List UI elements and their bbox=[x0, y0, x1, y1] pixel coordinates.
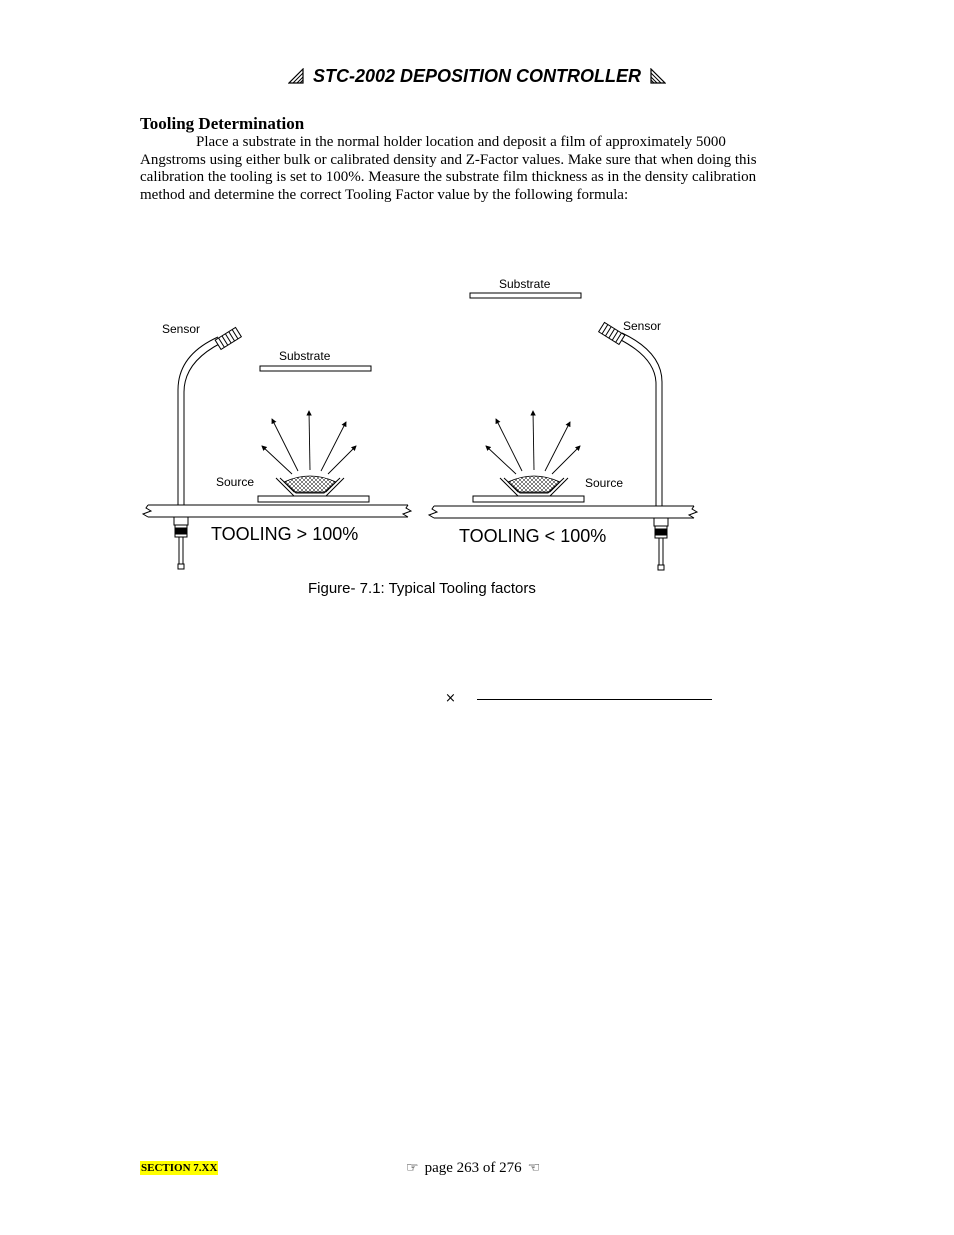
vapor-arrows bbox=[262, 411, 356, 474]
source-crucible bbox=[276, 476, 344, 496]
right-diagram bbox=[429, 277, 697, 570]
source-base bbox=[473, 496, 584, 502]
formula-fraction-line bbox=[477, 699, 712, 700]
section-heading: Tooling Determination bbox=[140, 114, 305, 133]
source-base bbox=[258, 496, 369, 502]
tooling-label: TOOLING < 100% bbox=[459, 526, 607, 546]
sensor-head bbox=[215, 327, 241, 349]
document-title: STC-2002 DEPOSITION CONTROLLER bbox=[312, 66, 642, 86]
paragraph-line: calibration the tooling is set to 100%. Measure the substrate film thickness as in the density calibration bbox=[140, 169, 757, 186]
sensor-head bbox=[599, 322, 625, 344]
tooling-label: TOOLING > 100% bbox=[211, 524, 359, 544]
paragraph-line: Place a substrate in the normal holder location and deposit a film of approximately 5000 bbox=[196, 134, 726, 150]
figure-caption: Figure- 7.1: Typical Tooling factors bbox=[308, 580, 536, 597]
left-diagram bbox=[143, 322, 411, 569]
paragraph-line: Angstroms using either bulk or calibrated density and Z-Factor values. Make sure that when doing this bbox=[140, 151, 757, 168]
chamber-plate bbox=[429, 506, 697, 518]
page-number-text: page 263 of 276 bbox=[424, 1160, 522, 1176]
paragraph-line: method and determine the correct Tooling Factor value by the following formula: bbox=[140, 187, 629, 204]
tooling-figure bbox=[0, 0, 954, 600]
sensor-label: Sensor bbox=[623, 319, 662, 333]
chamber-plate bbox=[143, 505, 411, 517]
source-crucible bbox=[500, 476, 568, 496]
pointing-hand-right-icon: ☞ bbox=[406, 1160, 419, 1176]
page-number bbox=[400, 1160, 546, 1177]
source-label: Source bbox=[585, 476, 624, 490]
substrate-label: Substrate bbox=[279, 349, 331, 363]
source-label: Source bbox=[216, 475, 255, 489]
formula-times-symbol: × bbox=[445, 691, 456, 706]
pointing-hand-left-icon: ☜ bbox=[527, 1160, 541, 1176]
substrate bbox=[470, 293, 581, 298]
feedthrough bbox=[174, 517, 188, 569]
sensor-label: Sensor bbox=[162, 322, 201, 336]
substrate bbox=[260, 366, 371, 371]
feedthrough bbox=[654, 518, 668, 570]
substrate-label: Substrate bbox=[499, 277, 551, 291]
vapor-arrows bbox=[486, 411, 580, 474]
section-badge: SECTION 7.XX bbox=[141, 1162, 218, 1174]
